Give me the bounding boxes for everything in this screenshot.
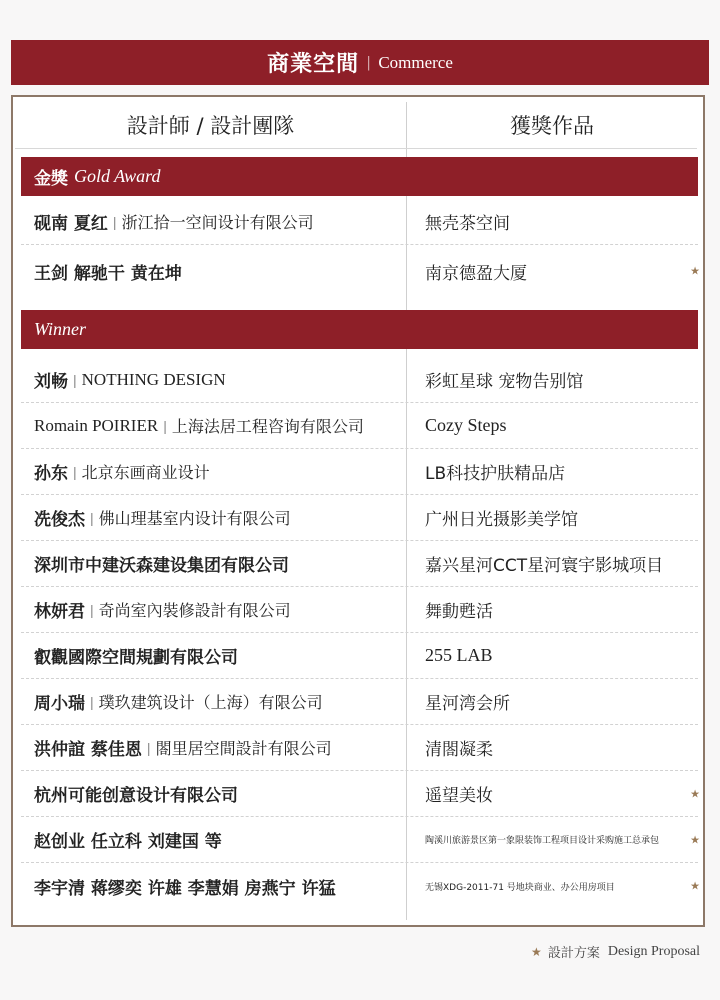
star-icon: ★ (690, 787, 700, 800)
designer-cell (34, 863, 394, 909)
work-title: 星河湾会所 (425, 694, 510, 714)
designer-cell (34, 495, 394, 540)
work-title: 嘉兴星河CCT星河寰宇影城项目 (425, 556, 664, 576)
work-title: 清閤凝柔 (425, 740, 493, 760)
work-title: LB科技护肤精品店 (425, 464, 566, 484)
name-separator: | (90, 693, 94, 710)
column-header-designer: 設計師 / 設計團隊 (126, 114, 295, 138)
work-title: 255 LAB (425, 645, 493, 665)
table-row (21, 771, 698, 817)
table-row (21, 725, 698, 771)
table-row (21, 817, 698, 863)
table-row (21, 403, 698, 449)
work-title: Cozy Steps (425, 415, 507, 435)
designer-company: 北京东画商业设计 (81, 463, 210, 482)
name-separator: | (112, 213, 117, 230)
designer-cell (34, 541, 394, 586)
designer-name: 杭州可能创意设计有限公司 (34, 786, 238, 806)
designer-name: 深圳市中建沃森建设集团有限公司 (34, 556, 289, 576)
designer-cell (34, 771, 394, 816)
designer-company: 閤里居空間設計有限公司 (155, 739, 332, 758)
header-title-en: Commerce (378, 52, 453, 72)
work-title: 广州日光摄影美学馆 (425, 510, 578, 530)
table-row (21, 587, 698, 633)
designer-name: 王剑 解驰干 黄在坤 (34, 263, 182, 284)
designer-name: 洪仲誼 蔡佳恩 (34, 740, 142, 760)
work-title: 南京德盈大厦 (425, 263, 527, 284)
winner-bar (21, 310, 698, 349)
designer-cell (34, 817, 394, 862)
table-row (21, 449, 698, 495)
gold-award-label-en: Gold Award (74, 166, 161, 186)
designer-name: 冼俊杰 (34, 510, 85, 530)
designer-cell (34, 248, 394, 294)
designer-name: 周小瑞 (34, 694, 85, 714)
star-icon: ★ (690, 879, 700, 893)
designer-name: 叡觀國際空間規劃有限公司 (34, 648, 238, 668)
work-title: 陶溪川旅游景区第一象限装饰工程项目设计采购施工总承包 (425, 836, 660, 846)
designer-name: Romain POIRIER (34, 415, 159, 435)
designer-name: 赵创业 任立科 刘建国 等 (34, 832, 222, 852)
designer-cell (34, 679, 394, 724)
designer-company: 佛山理基室内设计有限公司 (98, 509, 291, 528)
designer-company: 浙江拾一空间设计有限公司 (121, 213, 314, 232)
name-separator: | (73, 463, 77, 480)
designer-cell (34, 725, 394, 770)
table-row (21, 357, 698, 403)
legend (531, 942, 700, 961)
designer-cell (34, 357, 394, 402)
designer-company: 璞玖建筑设计（上海）有限公司 (98, 693, 323, 712)
legend-label-en: Design Proposal (607, 943, 700, 959)
gold-award-label-zh: 金獎 (34, 169, 68, 189)
name-separator: | (163, 417, 167, 434)
designer-name: 刘畅 (34, 372, 68, 392)
work-title: 遥望美妆 (425, 786, 493, 806)
star-icon: ★ (531, 944, 542, 959)
winner-label: Winner (34, 319, 86, 339)
designer-cell (34, 403, 394, 448)
legend-label-zh: 設計方案 (547, 946, 600, 961)
name-separator: | (146, 739, 151, 756)
table-row (21, 541, 698, 587)
table-row (21, 248, 698, 294)
name-separator: | (90, 509, 94, 526)
name-separator: | (73, 371, 77, 388)
section-header (11, 40, 709, 85)
header-divider (15, 148, 697, 149)
table-row (21, 679, 698, 725)
star-icon: ★ (690, 264, 700, 278)
work-title: 无锡XDG-2011-71 号地块商业、办公用房项目 (425, 882, 615, 893)
work-title: 彩虹星球 宠物告别馆 (425, 372, 584, 392)
gold-award-bar (21, 157, 698, 196)
header-separator: | (367, 53, 371, 71)
designer-name: 孙东 (34, 464, 68, 484)
designer-cell (34, 587, 394, 632)
work-title: 舞動甦活 (425, 602, 493, 622)
name-separator: | (90, 601, 94, 618)
table-row (21, 633, 698, 679)
designer-cell (34, 633, 394, 678)
header-title-zh: 商業空間 (267, 52, 360, 77)
table-row (21, 199, 698, 245)
designer-company: 奇尚室內裝修設計有限公司 (98, 601, 291, 620)
designer-cell (34, 449, 394, 494)
designer-name: 李宇清 蒋缪奕 许雄 李慧娟 房燕宁 许猛 (34, 878, 336, 899)
column-header-work: 獲獎作品 (510, 114, 594, 138)
designer-company: 上海法居工程咨询有限公司 (171, 417, 364, 436)
designer-cell (34, 199, 394, 244)
designer-name: 砚南 夏红 (34, 214, 108, 234)
work-title: 無壳茶空间 (425, 214, 510, 234)
table-row (21, 863, 698, 909)
designer-company: NOTHING DESIGN (81, 369, 226, 389)
table-row (21, 495, 698, 541)
designer-name: 林妍君 (34, 602, 85, 622)
star-icon: ★ (690, 833, 700, 846)
